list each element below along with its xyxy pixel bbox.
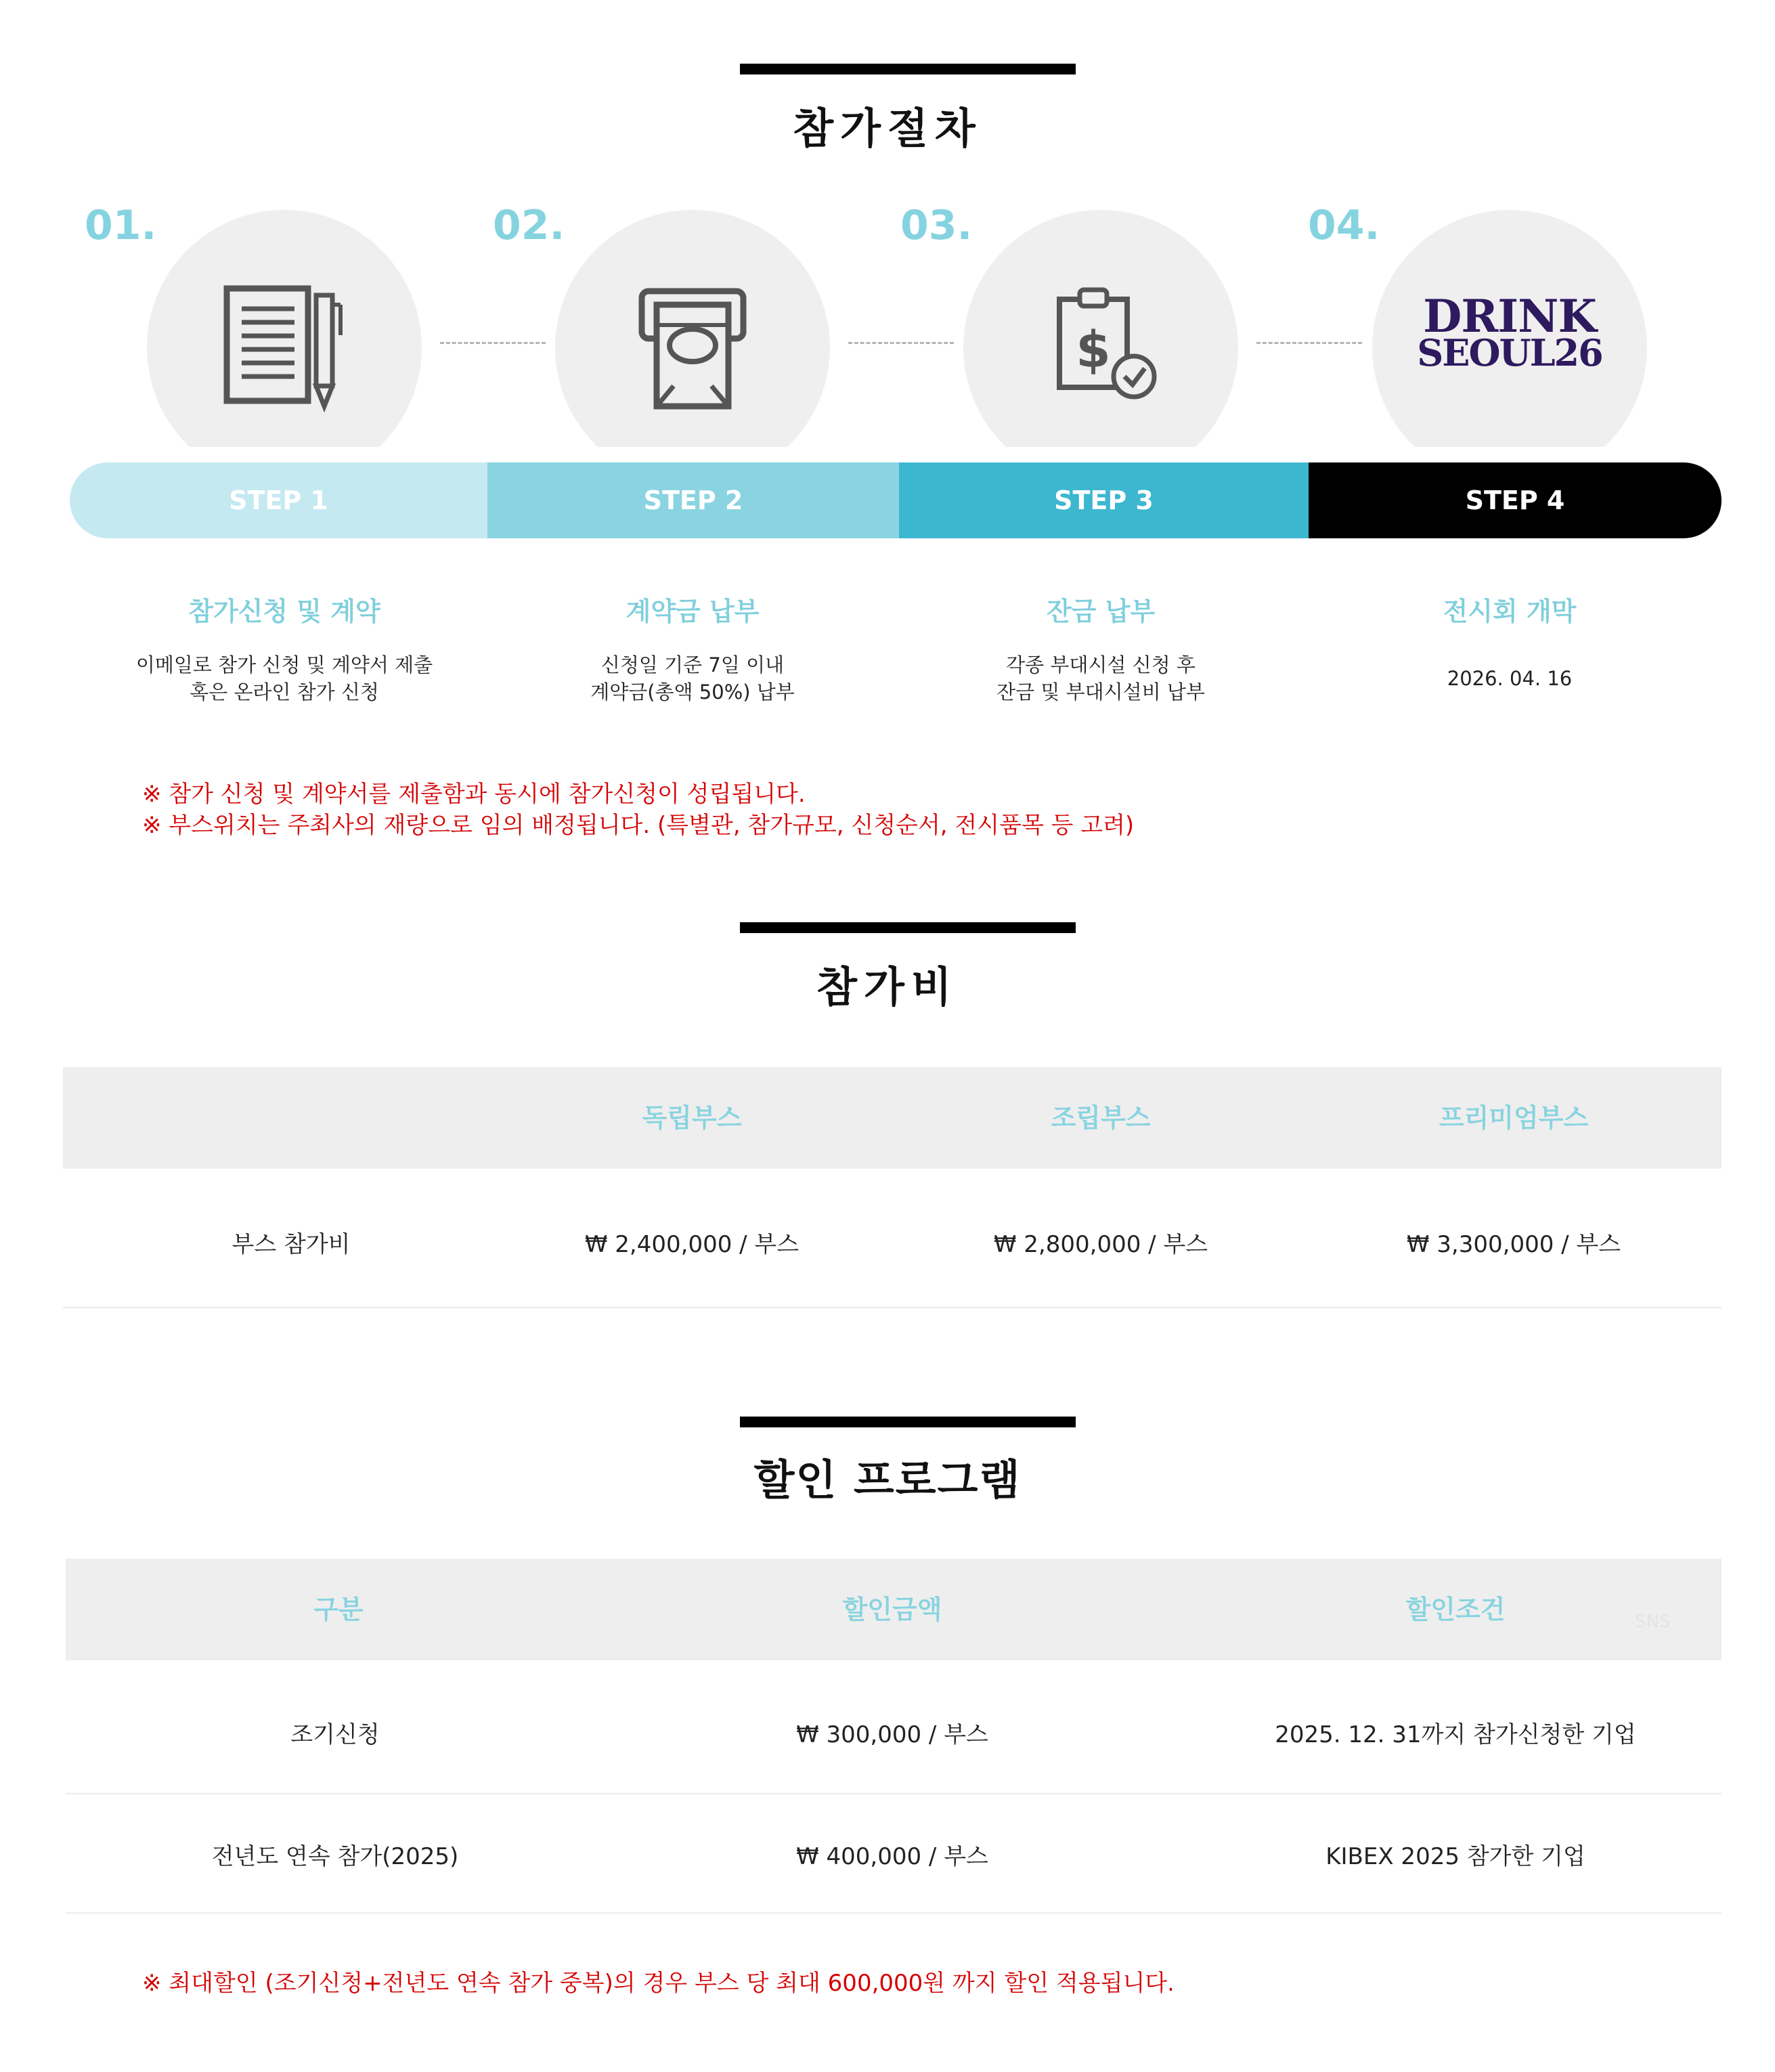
step-number-4: 04. <box>1308 202 1380 249</box>
step-title-4: 전시회 개막 <box>1443 597 1577 626</box>
step-progress-bar <box>70 462 1722 538</box>
drink-seoul-logo: DRINK SEOUL26 <box>1417 290 1602 374</box>
fee-value-assembled: ₩ 2,800,000 / 부스 <box>993 1231 1208 1258</box>
svg-text:$: $ <box>1076 321 1111 379</box>
fee-header-assembled: 조립부스 <box>1051 1103 1151 1133</box>
step-bar-2: STEP 2 <box>487 462 899 538</box>
step-number-2: 02. <box>493 202 565 249</box>
discount-note: ※ 최대할인 (조기신청+전년도 연속 참가 중복)의 경우 부스 당 최대 600,000원 까지 할인 적용됩니다. <box>142 1970 1175 1997</box>
procedure-note-1: ※ 참가 신청 및 계약서를 제출함과 동시에 참가신청이 성립됩니다. <box>142 781 806 808</box>
step-number-3: 03. <box>900 202 973 249</box>
step-desc-2: 신청일 기준 7일 이내 계약금(총액 50%) 납부 <box>590 653 795 704</box>
discount-row2-category: 전년도 연속 참가(2025) <box>211 1843 459 1870</box>
discount-row1-category: 조기신청 <box>290 1721 380 1748</box>
table-row-divider <box>66 1793 1722 1794</box>
fee-row-label: 부스 참가비 <box>232 1231 351 1258</box>
fee-value-premium: ₩ 3,300,000 / 부스 <box>1406 1231 1621 1258</box>
clipboard-dollar-check-icon <box>963 210 1238 447</box>
step-connector-1 <box>440 342 546 344</box>
step-desc-4: 2026. 04. 16 <box>1447 667 1573 690</box>
fee-title: 참가비 <box>816 962 959 1012</box>
discount-title: 할인 프로그램 <box>753 1455 1022 1505</box>
document-pen-icon <box>147 210 422 447</box>
step-circle-2 <box>555 210 830 447</box>
fee-header-premium: 프리미엄부스 <box>1439 1103 1589 1133</box>
step-title-1: 참가신청 및 계약 <box>188 597 380 626</box>
discount-row2-condition: KIBEX 2025 참가한 기업 <box>1325 1843 1585 1870</box>
discount-row1-condition: 2025. 12. 31까지 참가신청한 기업 <box>1275 1721 1636 1748</box>
step-number-1: 01. <box>85 202 157 249</box>
step-bar-3: STEP 3 <box>899 462 1309 538</box>
section-divider-bar <box>740 1417 1076 1427</box>
step-circle-4 <box>1372 210 1647 447</box>
discount-header-category: 구분 <box>313 1595 364 1624</box>
fee-value-independent: ₩ 2,400,000 / 부스 <box>584 1231 799 1258</box>
section-divider-bar <box>740 64 1076 74</box>
discount-row1-amount: ₩ 300,000 / 부스 <box>796 1721 988 1748</box>
discount-row2-amount: ₩ 400,000 / 부스 <box>796 1843 988 1870</box>
discount-header-condition: 할인조건 <box>1405 1595 1506 1624</box>
step-connector-2 <box>848 342 954 344</box>
step-bar-4: STEP 4 <box>1309 462 1722 538</box>
fee-header-independent: 독립부스 <box>642 1103 742 1133</box>
step-title-2: 계약금 납부 <box>626 597 760 626</box>
step-connector-3 <box>1256 342 1362 344</box>
step-title-3: 잔금 납부 <box>1046 597 1156 626</box>
step-bar-1: STEP 1 <box>70 462 487 538</box>
procedure-note-2: ※ 부스위치는 주최사의 재량으로 임의 배정됩니다. (특별관, 참가규모, 신청순서, 전시품목 등 고려) <box>142 812 1135 839</box>
atm-cash-icon <box>555 210 830 447</box>
step-desc-1: 이메일로 참가 신청 및 계약서 제출 혹은 온라인 참가 신청 <box>135 653 433 704</box>
section-divider-bar <box>740 922 1076 933</box>
step-desc-3: 각종 부대시설 신청 후 잔금 및 부대시설비 납부 <box>996 653 1205 704</box>
step-circle-1 <box>147 210 422 447</box>
table-row-divider <box>66 1912 1722 1914</box>
discount-header-amount: 할인금액 <box>842 1595 942 1624</box>
side-widget-sns[interactable]: SNS <box>1635 1612 1671 1632</box>
step-circle-3 <box>963 210 1238 447</box>
table-row-divider <box>63 1307 1722 1308</box>
procedure-title: 참가절차 <box>793 104 982 153</box>
